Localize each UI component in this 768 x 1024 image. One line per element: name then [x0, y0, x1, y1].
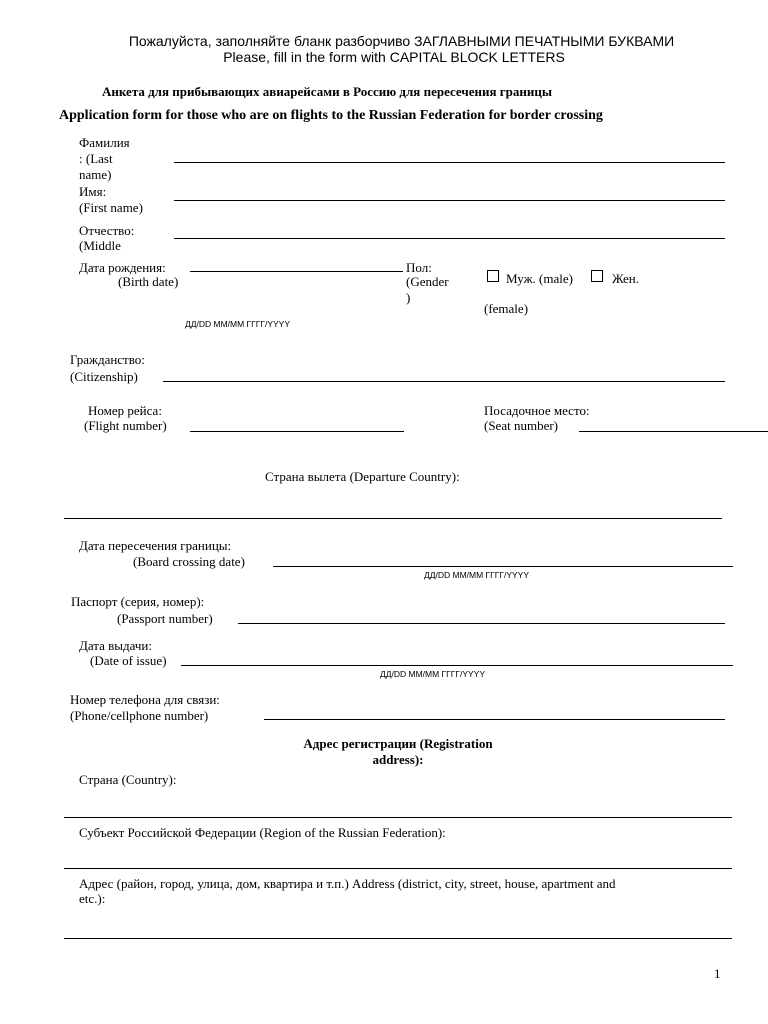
first-name-label-en: (First name)	[79, 200, 143, 215]
middle-name-label-ru: Отчество:	[79, 223, 135, 238]
birth-date-field[interactable]	[190, 271, 403, 272]
phone-label-en: (Phone/cellphone number)	[70, 708, 209, 723]
birth-date-label-en: (Birth date)	[118, 274, 179, 289]
gender-label-ru: Пол:	[406, 260, 432, 275]
passport-label-ru: Паспорт (серия, номер):	[71, 594, 205, 609]
last-name-label-en: : (Last	[79, 151, 113, 166]
birth-date-label-ru: Дата рождения:	[79, 260, 166, 275]
last-name-label-ru: Фамилия	[79, 135, 130, 150]
middle-name-label-en: (Middle	[79, 238, 121, 253]
issue-date-format: ДД/DD ММ/MM ГГГГ/YYYY	[380, 669, 486, 679]
male-checkbox[interactable]	[487, 270, 499, 282]
female-checkbox[interactable]	[591, 270, 603, 282]
citizenship-field[interactable]	[163, 381, 725, 382]
instruction-en: Please, fill in the form with CAPITAL BLOCK LETTERS	[223, 49, 565, 65]
female-label-en: (female)	[484, 301, 529, 316]
registration-address-label-2: etc.):	[79, 891, 106, 906]
passport-label-en: (Passport number)	[117, 611, 213, 626]
registration-title-2: address):	[372, 752, 424, 767]
seat-number-label-ru: Посадочное место:	[484, 403, 590, 418]
passport-field[interactable]	[238, 623, 725, 624]
last-name-field[interactable]	[174, 162, 725, 163]
seat-number-field[interactable]	[579, 431, 768, 432]
phone-label-ru: Номер телефона для связи:	[70, 692, 220, 707]
issue-date-label-ru: Дата выдачи:	[79, 638, 153, 653]
form-title-ru: Анкета для прибывающих авиарейсами в Россию для пересечения границы	[102, 84, 552, 99]
seat-number-label-en: (Seat number)	[484, 418, 559, 433]
registration-region-field[interactable]	[64, 868, 732, 869]
female-label: Жен.	[612, 271, 639, 286]
male-label: Муж. (male)	[506, 271, 573, 286]
first-name-label-ru: Имя:	[79, 184, 107, 199]
crossing-date-format: ДД/DD ММ/MM ГГГГ/YYYY	[424, 570, 530, 580]
departure-country-field[interactable]	[64, 518, 722, 519]
crossing-date-field[interactable]	[273, 566, 733, 567]
registration-title: Адрес регистрации (Registration	[303, 736, 493, 751]
page-number: 1	[714, 966, 721, 981]
registration-address-label: Адрес (район, город, улица, дом, квартира и т.п.) Address (district, city, street, house, apartment and	[79, 876, 616, 891]
registration-address-field[interactable]	[64, 938, 732, 939]
flight-number-field[interactable]	[190, 431, 404, 432]
registration-country-field[interactable]	[64, 817, 732, 818]
middle-name-field[interactable]	[174, 238, 725, 239]
issue-date-label-en: (Date of issue)	[90, 653, 167, 668]
birth-date-format: ДД/DD ММ/MM ГГГГ/YYYY	[185, 319, 291, 329]
phone-field[interactable]	[264, 719, 725, 720]
registration-country-label: Страна (Country):	[79, 772, 177, 787]
registration-region-label: Субъект Российской Федерации (Region of the Russian Federation):	[79, 825, 446, 840]
flight-number-label-ru: Номер рейса:	[88, 403, 162, 418]
citizenship-label-en: (Citizenship)	[70, 369, 138, 384]
first-name-field[interactable]	[174, 200, 725, 201]
form-title-en: Application form for those who are on flights to the Russian Federation for border crossing	[59, 108, 603, 123]
flight-number-label-en: (Flight number)	[84, 418, 167, 433]
issue-date-field[interactable]	[181, 665, 733, 666]
crossing-date-label-en: (Board crossing date)	[133, 554, 245, 569]
citizenship-label-ru: Гражданство:	[70, 352, 145, 367]
crossing-date-label-ru: Дата пересечения границы:	[79, 538, 232, 553]
gender-label-en-close: )	[406, 290, 411, 305]
gender-label-en: (Gender	[406, 274, 449, 289]
instruction-ru: Пожалуйста, заполняйте бланк разборчиво ЗАГЛАВНЫМИ ПЕЧАТНЫМИ БУКВАМИ	[128, 33, 675, 49]
last-name-label-en-2: name)	[79, 167, 112, 182]
departure-country-label: Страна вылета (Departure Country):	[265, 469, 460, 484]
